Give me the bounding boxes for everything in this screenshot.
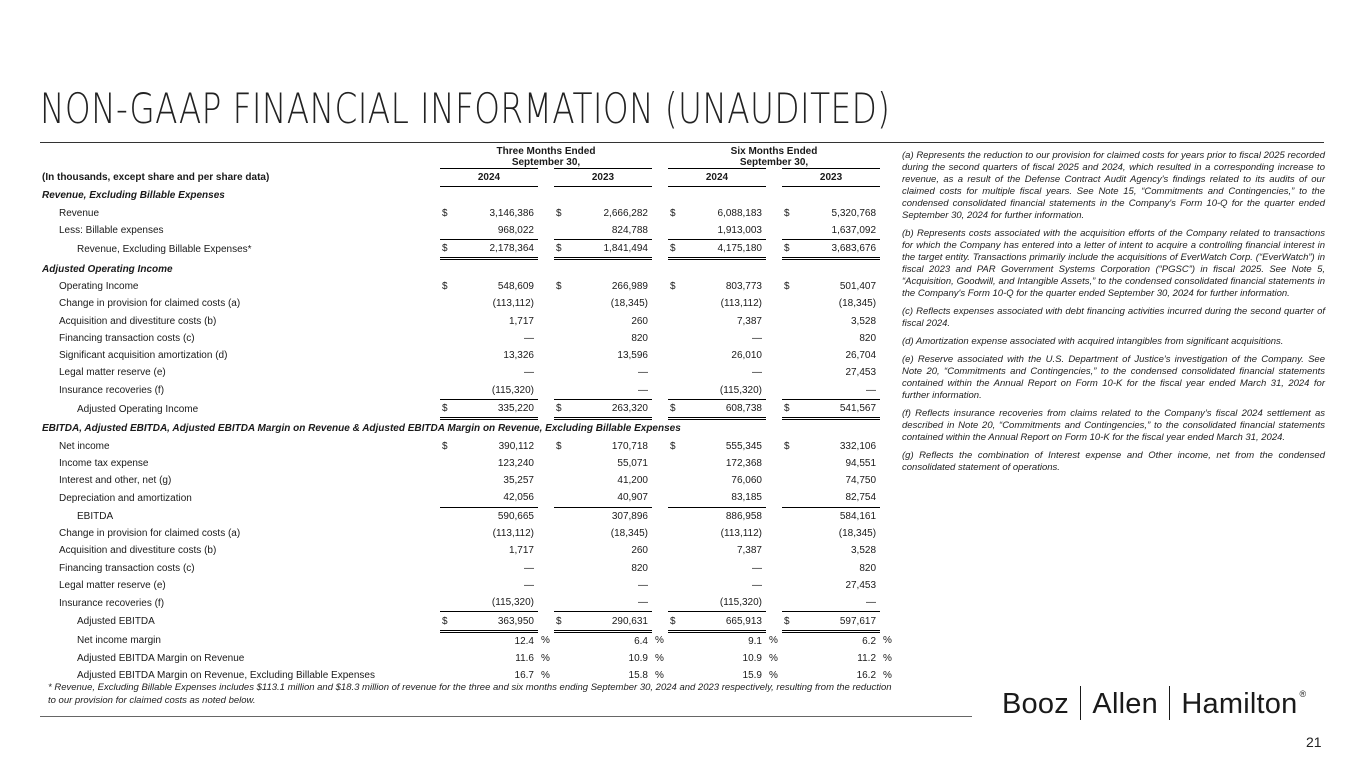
row-label: EBITDA [77, 510, 114, 522]
dollar-sign: $ [556, 440, 562, 452]
note-paragraph: (c) Reflects expenses associated with debt financing activities incurred during the second quarter of fiscal 2024. [902, 306, 1325, 329]
note-paragraph: (b) Represents costs associated with the acquisition efforts of the Company related to transactions for which the Company has entered into a letter of intent to acquire a controlling financial interest in the target entity. Transactions primarily include the acquisitions of EverWatch Corp. (“EverWatch”) in fiscal 2023 and PAR Government Systems Corporation (“PGSC”) in fiscal 2025. See Note 5, “Acquisition, Goodwill, and Intangible Assets,” to the condensed consolidated financial statements in the Company's Form 10-Q for the quarter ended September 30, 2024 for further information. [902, 228, 1325, 299]
row-label: Net income margin [77, 635, 161, 647]
cell-value: 6.2 [862, 635, 877, 647]
dollar-sign: $ [784, 280, 790, 292]
section-title: Adjusted Operating Income [42, 263, 173, 275]
row-label: Revenue [59, 207, 100, 219]
page-title: NON-GAAP FINANCIAL INFORMATION (UNAUDITED) [40, 84, 891, 133]
logo-separator [1169, 686, 1171, 720]
cell-value: 172,368 [725, 457, 762, 469]
cell-value: 307,896 [611, 510, 648, 522]
table-row [42, 295, 894, 312]
cell-value: 2,666,282 [603, 207, 648, 219]
row-label: Significant acquisition amortization (d) [59, 350, 228, 362]
title-divider [40, 142, 1324, 143]
table-row [42, 507, 894, 525]
table-row [42, 542, 894, 559]
cell-value: 1,913,003 [681, 222, 766, 240]
cell-value: 263,320 [567, 399, 652, 418]
cell-value: 7,387 [736, 545, 762, 557]
table-row [42, 525, 894, 542]
cell-value: 7,387 [736, 315, 762, 327]
row-label: Legal matter reserve (e) [59, 579, 166, 591]
row-label: Insurance recoveries (f) [59, 384, 165, 396]
cell-value: — [752, 579, 762, 591]
six-months-date: September 30, [739, 157, 809, 168]
dollar-sign: $ [556, 280, 562, 292]
row-label: Income tax expense [59, 457, 149, 469]
cell-value: 2,178,364 [453, 240, 538, 259]
cell-value: 15.9 [742, 670, 762, 682]
cell-value: 260 [631, 545, 648, 557]
cell-value: — [638, 579, 648, 591]
dollar-sign: $ [554, 399, 567, 418]
cell-value: 40,907 [567, 489, 652, 507]
three-months-label: Three Months Ended [496, 146, 596, 157]
dollar-sign: $ [554, 612, 567, 631]
cell-value: 55,071 [617, 457, 648, 469]
cell-value: 41,200 [617, 475, 648, 487]
dollar-sign: $ [440, 612, 453, 631]
cell-value: 1,717 [508, 315, 534, 327]
cell-value: 290,631 [567, 612, 652, 631]
percent-sign: % [769, 670, 778, 682]
table-row [42, 222, 894, 240]
table-body [42, 187, 894, 685]
dollar-sign: $ [668, 240, 681, 259]
cell-value: 968,022 [453, 222, 538, 240]
dollar-sign: $ [668, 612, 681, 631]
percent-sign: % [883, 653, 892, 665]
cell-value: 13,596 [617, 350, 648, 362]
row-label: Less: Billable expenses [59, 225, 164, 237]
cell-value: (115,320) [681, 594, 766, 612]
cell-value: 9.1 [748, 635, 762, 647]
cell-value: 26,010 [731, 350, 762, 362]
table-row [42, 330, 894, 347]
table-row [42, 455, 894, 472]
cell-value: 597,617 [795, 612, 880, 631]
cell-value: 820 [859, 332, 877, 344]
percent-sign: % [541, 635, 550, 647]
percent-sign: % [883, 670, 892, 682]
cell-value: 1,841,494 [567, 240, 652, 259]
cell-value: 3,683,676 [795, 240, 880, 259]
cell-value: — [524, 562, 534, 574]
row-label: Financing transaction costs (c) [59, 332, 195, 344]
registered-mark: ® [1299, 689, 1307, 699]
section-title: Revenue, Excluding Billable Expenses [42, 190, 225, 202]
table-row [42, 240, 894, 259]
row-label: Adjusted EBITDA Margin on Revenue, Excluding Billable Expenses [77, 670, 375, 682]
row-label: Depreciation and amortization [59, 492, 192, 504]
cell-value: 3,146,386 [489, 207, 534, 219]
cell-value: 824,788 [567, 222, 652, 240]
dollar-sign: $ [784, 207, 790, 219]
table-row [42, 612, 894, 631]
table-row [42, 594, 894, 612]
dollar-sign: $ [782, 240, 795, 259]
units-label: (In thousands, except share and per share data) [42, 172, 270, 184]
table-row [42, 472, 894, 489]
table-row [42, 437, 894, 454]
cell-value: 35,257 [503, 475, 534, 487]
year-header: 2024 [668, 169, 766, 187]
cell-value: 74,750 [845, 475, 877, 487]
cell-value: — [567, 382, 652, 400]
percent-sign: % [655, 635, 664, 647]
table-row [42, 631, 894, 650]
cell-value: 76,060 [731, 475, 762, 487]
cell-value: 82,754 [795, 489, 880, 507]
cell-value: 13,326 [503, 350, 534, 362]
percent-sign: % [541, 670, 550, 682]
row-label: Revenue, Excluding Billable Expenses* [77, 243, 252, 255]
logo-word-booz: Booz [1002, 688, 1069, 720]
cell-value: 10.9 [628, 653, 648, 665]
cell-value: 83,185 [681, 489, 766, 507]
cell-value: 584,161 [839, 510, 877, 522]
cell-value: (115,320) [453, 594, 538, 612]
table-row [42, 399, 894, 418]
table-row [42, 382, 894, 400]
notes-panel [902, 150, 1325, 480]
dollar-sign: $ [784, 440, 790, 452]
row-label: Insurance recoveries (f) [59, 597, 165, 609]
cell-value: 1,717 [508, 545, 534, 557]
row-label: Legal matter reserve (e) [59, 367, 166, 379]
cell-value: 27,453 [845, 367, 877, 379]
table-row [42, 364, 894, 381]
percent-sign: % [655, 670, 664, 682]
row-label: Adjusted Operating Income [77, 403, 199, 415]
section-header-row [42, 187, 894, 205]
six-months-header [668, 146, 880, 169]
table-row [42, 560, 894, 577]
percent-sign: % [541, 653, 550, 665]
dollar-sign: $ [556, 207, 562, 219]
cell-value: 335,220 [453, 399, 538, 418]
company-logo [1002, 686, 1306, 721]
cell-value: 3,528 [851, 315, 877, 327]
cell-value: 390,112 [498, 440, 534, 452]
percent-sign: % [655, 653, 664, 665]
cell-value: 15.8 [628, 670, 648, 682]
row-label: Adjusted EBITDA [77, 616, 155, 628]
section-title: EBITDA, Adjusted EBITDA, Adjusted EBITDA Margin on Revenue & Adjusted EBITDA Margin on Revenue, Excluding Billable Expenses [42, 423, 681, 435]
cell-value: 820 [631, 332, 648, 344]
table-row [42, 489, 894, 507]
note-paragraph: (d) Amortization expense associated with acquired intangibles from significant acquisitions. [902, 336, 1284, 347]
footer-divider [40, 716, 972, 717]
section-header-row [42, 419, 894, 438]
page-number: 21 [1306, 734, 1322, 750]
cell-value: 555,345 [725, 440, 762, 452]
cell-value: 363,950 [453, 612, 538, 631]
cell-value: (18,345) [610, 528, 648, 540]
cell-value: 6.4 [634, 635, 648, 647]
cell-value: 820 [859, 562, 877, 574]
year-header: 2023 [782, 169, 880, 187]
cell-value: 886,958 [725, 510, 762, 522]
cell-value: — [795, 594, 880, 612]
dollar-sign: $ [440, 240, 453, 259]
cell-value: 16.7 [514, 670, 534, 682]
dollar-sign: $ [670, 207, 676, 219]
cell-value: 1,637,092 [795, 222, 880, 240]
cell-value: 42,056 [453, 489, 538, 507]
financial-table [42, 146, 894, 685]
logo-separator [1080, 686, 1082, 720]
cell-value: (113,112) [492, 298, 534, 310]
year-header: 2024 [440, 169, 538, 187]
dollar-sign: $ [782, 399, 795, 418]
logo-word-allen: Allen [1092, 688, 1158, 720]
row-label: Acquisition and divestiture costs (b) [59, 545, 217, 557]
dollar-sign: $ [442, 440, 448, 452]
percent-sign: % [883, 635, 892, 647]
cell-value: 26,704 [845, 350, 877, 362]
dollar-sign: $ [442, 280, 448, 292]
table-row [42, 278, 894, 295]
cell-value: 266,989 [611, 280, 648, 292]
percent-sign: % [769, 653, 778, 665]
cell-value: 590,665 [497, 510, 534, 522]
cell-value: (18,345) [610, 298, 648, 310]
row-label: Net income [59, 440, 110, 452]
cell-value: 12.4 [514, 635, 534, 647]
row-label: Change in provision for claimed costs (a) [59, 298, 241, 310]
row-label: Operating Income [59, 280, 139, 292]
three-months-header [440, 146, 652, 169]
cell-value: 16.2 [856, 670, 877, 682]
footnote: * Revenue, Excluding Billable Expenses includes $113.1 million and $18.3 million of revenue for the three and six months ending September 30, 2024 and 2023 respectively, resulting from the reduction to our provision for claimed costs as noted below. [48, 682, 892, 706]
cell-value: 501,407 [839, 280, 877, 292]
cell-value: 260 [631, 315, 648, 327]
cell-value: 332,106 [839, 440, 877, 452]
cell-value: — [752, 562, 762, 574]
cell-value: (115,320) [681, 382, 766, 400]
cell-value: (113,112) [492, 528, 534, 540]
dollar-sign: $ [782, 612, 795, 631]
cell-value: 4,175,180 [681, 240, 766, 259]
cell-value: 665,913 [681, 612, 766, 631]
cell-value: (115,320) [453, 382, 538, 400]
dollar-sign: $ [440, 399, 453, 418]
cell-value: 608,738 [681, 399, 766, 418]
cell-value: — [752, 332, 762, 344]
cell-value: (113,112) [720, 528, 762, 540]
cell-value: 94,551 [845, 457, 877, 469]
cell-value: — [795, 382, 880, 400]
row-label: Interest and other, net (g) [59, 475, 172, 487]
cell-value: 5,320,768 [831, 207, 877, 219]
note-paragraph: (f) Reflects insurance recoveries from claims related to the Company’s fiscal 2024 settlement as described in Note 20, “Commitments and Contingencies,” to the consolidated financial statements contained within the Annual Report on Form 10-K for the fiscal year ended March 31, 2024. [902, 408, 1325, 443]
note-paragraph: (e) Reserve associated with the U.S. Department of Justice's investigation of the Company. See Note 20, “Commitments and Contingencies,” to the condensed consolidated financial statements contained within the Annual Report on Form 10-K for the fiscal year ended March 31, 2024 for further information. [902, 354, 1325, 401]
cell-value: — [752, 367, 762, 379]
table-row [42, 205, 894, 222]
cell-value: — [524, 367, 534, 379]
cell-value: 10.9 [742, 653, 762, 665]
table-year-header-row [42, 169, 894, 187]
year-header: 2023 [554, 169, 652, 187]
dollar-sign: $ [668, 399, 681, 418]
cell-value: (18,345) [838, 298, 877, 310]
cell-value: (18,345) [838, 528, 877, 540]
row-label: Acquisition and divestiture costs (b) [59, 315, 217, 327]
dollar-sign: $ [442, 207, 448, 219]
table-row [42, 347, 894, 364]
cell-value: 820 [631, 562, 648, 574]
row-label: Change in provision for claimed costs (a) [59, 528, 241, 540]
financial-table-container [42, 146, 894, 685]
logo-word-hamilton: Hamilton [1181, 688, 1298, 720]
table-group-header-row [42, 146, 894, 169]
cell-value: 11.6 [515, 653, 534, 665]
table-row [42, 312, 894, 329]
table-row [42, 650, 894, 667]
dollar-sign: $ [670, 440, 676, 452]
cell-value: 6,088,183 [717, 207, 762, 219]
cell-value: 3,528 [851, 545, 877, 557]
table-row [42, 577, 894, 594]
note-paragraph: (a) Represents the reduction to our provision for claimed costs for years prior to fiscal 2025 recorded during the second quarters of fiscal 2025 and 2024, which resulted in a corresponding increase to revenue, as a result of the Defense Contract Audit Agency's findings related to its audits of our claimed costs for multiple fiscal years. See Note 15, “Commitments and Contingencies,” to the condensed consolidated financial statements in the Company's Form 10-Q for the quarter ended September 30, 2024 for further information. [902, 150, 1325, 221]
cell-value: — [524, 332, 534, 344]
section-header-row [42, 259, 894, 278]
dollar-sign: $ [554, 240, 567, 259]
cell-value: 548,609 [497, 280, 534, 292]
cell-value: 11.2 [857, 653, 877, 665]
three-months-date: September 30, [511, 157, 581, 168]
cell-value: — [524, 579, 534, 591]
six-months-label: Six Months Ended [730, 146, 818, 157]
note-paragraph: (g) Reflects the combination of Interest expense and Other income, net from the condensed consolidated statement of operations. [902, 450, 1325, 473]
cell-value: — [567, 594, 652, 612]
cell-value: 541,567 [795, 399, 880, 418]
row-label: Financing transaction costs (c) [59, 562, 195, 574]
cell-value: 803,773 [725, 280, 762, 292]
dollar-sign: $ [670, 280, 676, 292]
cell-value: 27,453 [845, 579, 877, 591]
cell-value: (113,112) [720, 298, 762, 310]
cell-value: 170,718 [611, 440, 648, 452]
percent-sign: % [769, 635, 778, 647]
row-label: Adjusted EBITDA Margin on Revenue [77, 653, 245, 665]
cell-value: 123,240 [497, 457, 534, 469]
cell-value: — [638, 367, 648, 379]
